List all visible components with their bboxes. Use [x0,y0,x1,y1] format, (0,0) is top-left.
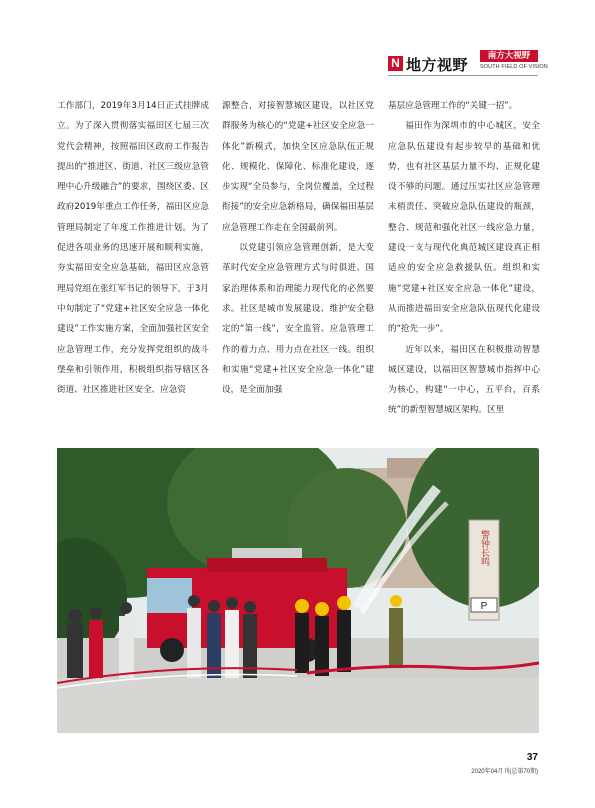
fire-drill-photo [57,448,539,733]
paragraph: 近年以来，福田区在积极推动智慧城区建设，以福田区智慧城市指挥中心为核心，构建“一中心，五平台，百系统”的新型智慧城区架构。区里 [388,344,540,416]
column-badge-en: SOUTH FIELD OF VISION [480,64,548,70]
magazine-logo: N [388,56,403,71]
paragraph: 福田作为深圳市的中心城区，安全应急队伍建设有起步较早的基础和优势，也有社区基层力量不均、正规化建设不够的问题。通过压实社区应急管理末梢责任、突破应急队伍建设的瓶颈，整合、规范和强化社区一线应急力量，建设一支与现代化典范城区建设真正相适应的安全应急救援队伍。组织和实施“党建+社区安全应急一体化”建设，从而推进福田安全应急队伍现代化建设的“抢先一步”。 [388,121,540,335]
column-badge [480,50,548,70]
paragraph: 基层应急管理工作的“关键一招”。 [388,101,518,111]
paragraph: 以党建引领应急管理创新，是大变革时代安全应急管理方式与时俱进、国家治理体系和治理能力现代化的必然要求。社区是城市发展建设、维护安全稳定的“第一线”，安全监管、应急管理工作的着力点、用力点在社区一线。组织和实施“党建+社区安全应急一体化”建设，是全面加强 [222,243,374,396]
column-badge-cn: 南方大视野 [480,50,538,62]
page-number: 37 [526,752,538,763]
text-column-1 [57,96,209,400]
text-column-2 [222,96,374,400]
sign-text: 警钟长鸣 [479,530,489,566]
issue-label: 2020年04月刊(总第70期) [471,769,538,775]
paragraph: 工作部门，2019年3月14日正式挂牌成立。为了深入贯彻落实福田区七届三次党代会精神，按照福田区政府工作报告提出的“推进区、街道、社区三级应急管理中心升级融合”的要求，围绕区委、区政府2019年重点工作任务，福田区应急管理局制定了年度工作推进计划。为了促进各项业务的迅速开展和顺利实施，夯实福田安全应急基础，福田区应急管理局党组在张红军书记的领导下，于3月中旬制定了“党建+社区安全应急一体化建设”工作实施方案，全面加强社区安全应急管理工作，充分发挥党组织的战斗堡垒和引领作用，积极组织指导辖区各街道、社区推进社区安全、应急资 [57,101,209,396]
column-header [388,50,548,76]
column-title: 地方视野 [406,56,469,74]
photo-illustration [57,448,539,733]
header-rule [388,75,538,76]
paragraph: 源整合，对接智慧城区建设，以社区党群服务为核心的“党建+社区安全应急一体化”新模式，加快全区应急队伍正规化、规模化、保障化、标准化建设，逐步实现“全员参与，全岗位覆盖，全过程衔接”的安全应急新格局，确保福田基层应急管理工作走在全国最前列。 [222,101,374,233]
text-column-3 [388,96,540,421]
parking-sign-text: P [480,601,488,612]
